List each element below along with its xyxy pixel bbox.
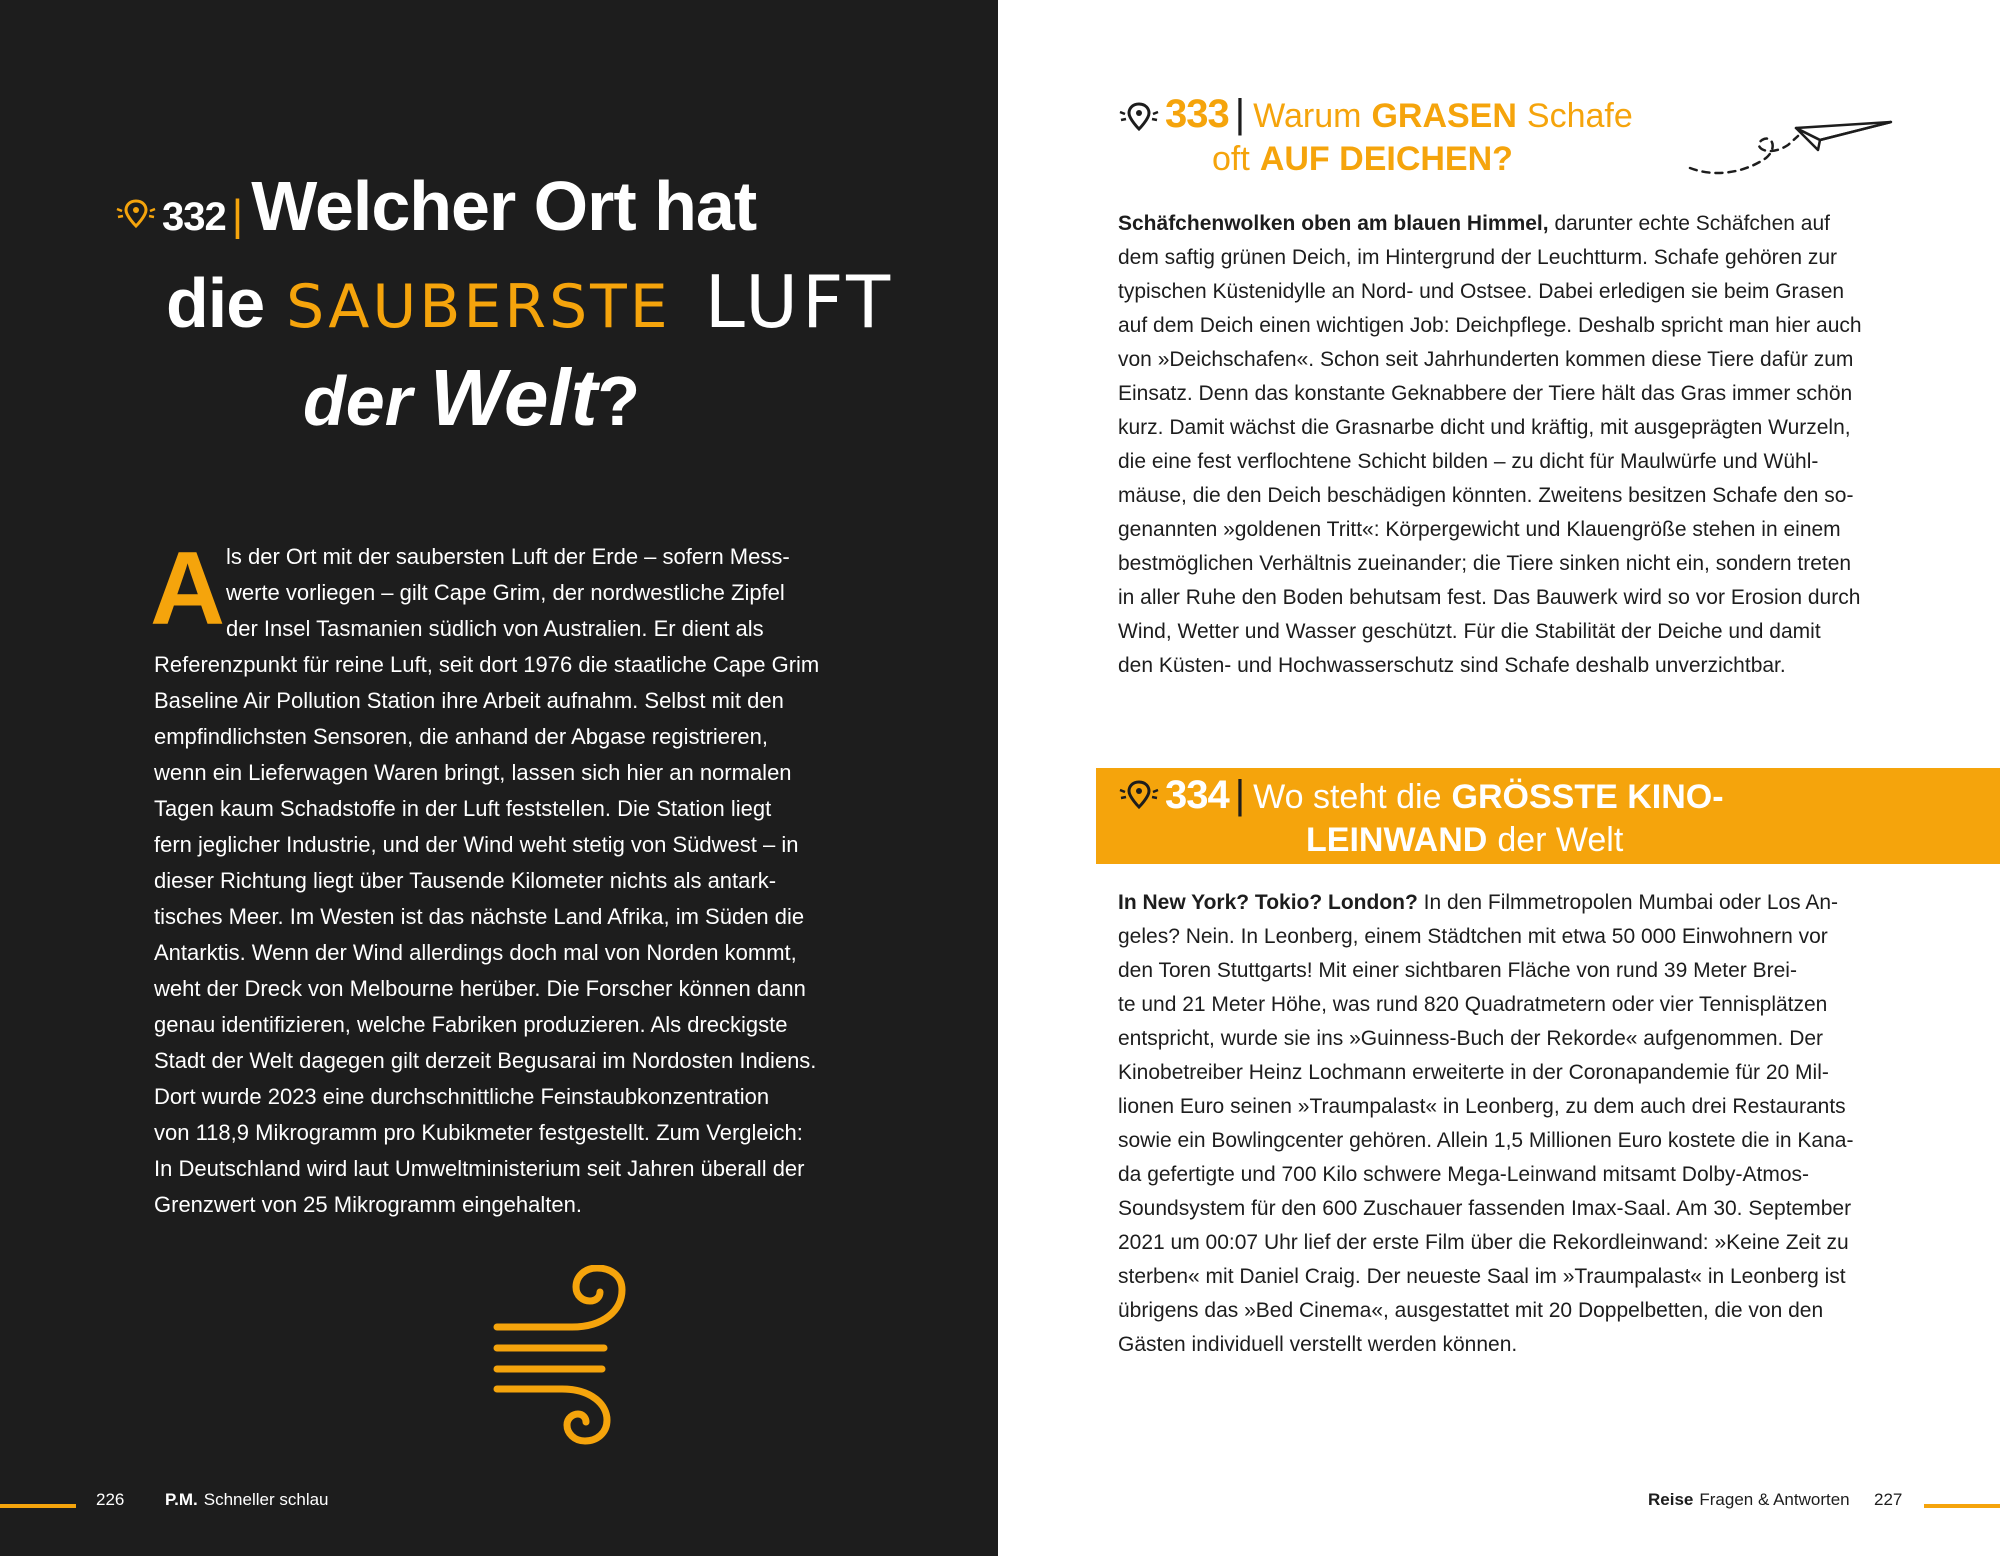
text-line: dem saftig grünen Deich, im Hintergrund der Leuchtturm. Schafe gehören zur: [1118, 246, 1838, 269]
text-line: kurz. Damit wächst die Grasnarbe dicht und kräftig, mit ausgeprägten Wurzeln,: [1118, 416, 1851, 439]
question-title-word: die: [166, 264, 265, 342]
text-line: genau identifizieren, welche Fabriken produzieren. Als dreckigste: [154, 1012, 788, 1037]
question-title-highlight: LUFT: [704, 260, 895, 344]
q333-heading-line2: [1212, 140, 1513, 179]
text-line: in aller Ruhe den Boden behutsam fest. Das Bauwerk wird so vor Erosion durch: [1118, 586, 1861, 609]
left-page: [0, 0, 998, 1556]
text-line: die eine fest verflochtene Schicht bilden – zu dicht für Maulwürfe und Wühl-: [1118, 450, 1819, 473]
text-line: lionen Euro seinen »Traumpalast« in Leonberg, zu dem auch drei Restaurants: [1118, 1095, 1846, 1118]
text-line: von 118,9 Mikrogramm pro Kubikmeter festgestellt. Zum Vergleich:: [154, 1120, 803, 1145]
text-line: sterben« mit Daniel Craig. Der neueste Saal im »Traumpalast« in Leonberg ist: [1118, 1265, 1846, 1288]
wind-icon: [492, 1265, 652, 1450]
text-line: te und 21 Meter Höhe, was rund 820 Quadratmetern oder vier Tennisplätzen: [1118, 993, 1828, 1016]
text-line: Stadt der Welt dagegen gilt derzeit Begusarai im Nordosten Indiens.: [154, 1048, 817, 1073]
page-number: 227: [1874, 1490, 1903, 1509]
text-line: Einsatz. Denn das konstante Geknabbere der Tiere hält das Gras immer schön: [1118, 382, 1853, 405]
text-line: Soundsystem für den 600 Zuschauer fassenden Imax-Saal. Am 30. September: [1118, 1197, 1852, 1220]
text-line: Gästen individuell verstellt werden können.: [1118, 1333, 1518, 1356]
book-title: Schneller schlau: [203, 1490, 329, 1509]
q334-answer-text: [1118, 886, 1903, 1362]
text-line: auf dem Deich einen wichtigen Job: Deichpflege. Deshalb spricht man hier auch: [1118, 314, 1862, 337]
question-title-highlight: AUF DEICHEN?: [1259, 140, 1513, 178]
text-line: tisches Meer. Im Westen ist das nächste Land Afrika, im Süden die: [154, 904, 805, 929]
question-title-word: Wo steht die: [1253, 778, 1442, 816]
text-line: entspricht, wurde sie ins »Guinness-Buch der Rekorde« aufgenommen. Der: [1118, 1027, 1824, 1050]
heading-separator: |: [1234, 773, 1246, 817]
text-line: der Insel Tasmanien südlich von Australien. Er dient als: [226, 616, 764, 641]
text-line: geles? Nein. In Leonberg, einem Städtchen mit etwa 50 000 Einwohnern vor: [1118, 925, 1828, 948]
heading-separator: |: [1234, 92, 1246, 136]
q332-answer-text: [154, 539, 844, 1223]
lead-in: Schäfchenwolken oben am blauen Himmel,: [1118, 212, 1549, 235]
drop-cap: A: [150, 531, 226, 647]
q332-heading-line3: [303, 352, 640, 444]
text-line: dieser Richtung liegt über Tausende Kilometer nichts als antark-: [154, 868, 777, 893]
text-line: Antarktis. Wenn der Wind allerdings doch mal von Norden kommt,: [154, 940, 797, 965]
text-fragment: In den Filmmetropolen Mumbai oder Los An-: [1417, 891, 1839, 914]
q333-heading-line1: [1165, 92, 1633, 137]
page-number: 226: [96, 1490, 125, 1509]
q332-heading-line1: [162, 166, 756, 246]
text-line: ls der Ort mit der saubersten Luft der Erde – sofern Mess-: [226, 544, 790, 569]
q334-heading-line2: [1306, 821, 1623, 860]
section-name: Reise: [1648, 1490, 1694, 1509]
text-line: sowie ein Bowlingcenter gehören. Allein 1,5 Millionen Euro kostete die in Kana-: [1118, 1129, 1854, 1152]
text-line: Dort wurde 2023 eine durchschnittliche Feinstaubkonzentration: [154, 1084, 770, 1109]
question-number: 332: [162, 195, 226, 239]
text-line: empfindlichsten Sensoren, die anhand der Abgase registrieren,: [154, 724, 768, 749]
text-line: Referenzpunkt für reine Luft, seit dort 1976 die staatliche Cape Grim: [154, 652, 820, 677]
text-line: den Toren Stuttgarts! Mit einer sichtbaren Fläche von rund 39 Meter Brei-: [1118, 959, 1797, 982]
q332-heading-line2: [166, 260, 894, 344]
text-line: [1118, 207, 1903, 241]
question-title-word: der: [303, 362, 412, 440]
q334-heading-line1: [1165, 773, 1724, 818]
map-pin-icon: [1118, 100, 1160, 134]
text-line: weht der Dreck von Melbourne herüber. Die Forscher können dann: [154, 976, 806, 1001]
text-fragment: darunter echte Schäfchen auf: [1548, 212, 1830, 235]
text-line: Baseline Air Pollution Station ihre Arbeit aufnahm. Selbst mit den: [154, 688, 784, 713]
map-pin-icon: [115, 197, 157, 231]
text-line: In Deutschland wird laut Umweltministerium seit Jahren überall der: [154, 1156, 805, 1181]
brand-name: P.M.: [165, 1490, 198, 1509]
question-mark: ?: [597, 362, 641, 440]
text-line: Kinobetreiber Heinz Lochmann erweiterte in der Coronapandemie für 20 Mil-: [1118, 1061, 1829, 1084]
text-line: übrigens das »Bed Cinema«, ausgestattet mit 20 Doppelbetten, die von den: [1118, 1299, 1824, 1322]
text-line: da gefertigte und 700 Kilo schwere Mega-Leinwand mitsamt Dolby-Atmos-: [1118, 1163, 1810, 1186]
footer-book-title: [165, 1490, 329, 1510]
text-line: [1118, 886, 1903, 920]
text-line: wenn ein Lieferwagen Waren bringt, lassen sich hier an normalen: [154, 760, 792, 785]
question-title-word: Warum: [1253, 97, 1362, 135]
text-line: werte vorliegen – gilt Cape Grim, der nordwestliche Zipfel: [226, 580, 785, 605]
question-number: 334: [1165, 773, 1229, 817]
question-title: Welcher Ort hat: [251, 167, 757, 245]
footer-rule: [0, 1504, 76, 1508]
question-title-highlight: LEINWAND: [1306, 821, 1488, 859]
text-line: Grenzwert von 25 Mikrogramm eingehalten.: [154, 1192, 582, 1217]
text-line: mäuse, die den Deich beschädigen könnten. Zweitens besitzen Schafe den so-: [1118, 484, 1854, 507]
footer-section: [1648, 1490, 1850, 1510]
question-title-word: der Welt: [1497, 821, 1624, 859]
lead-in: In New York? Tokio? London?: [1118, 891, 1418, 914]
question-number: 333: [1165, 92, 1229, 136]
question-title-highlight: Welt: [429, 353, 598, 442]
text-line: den Küsten- und Hochwasserschutz sind Schafe deshalb unverzichtbar.: [1118, 654, 1786, 677]
text-line: von »Deichschafen«. Schon seit Jahrhunderten kommen diese Tiere dafür zum: [1118, 348, 1854, 371]
q333-answer-text: [1118, 207, 1903, 683]
question-title-word: oft: [1212, 140, 1250, 178]
question-title-word: Schafe: [1526, 97, 1633, 135]
heading-separator: |: [231, 191, 244, 240]
subsection-name: Fragen & Antworten: [1699, 1490, 1850, 1509]
text-line: 2021 um 00:07 Uhr lief der erste Film über die Rekordleinwand: »Keine Zeit zu: [1118, 1231, 1849, 1254]
question-title-highlight: SAUBERSTE: [286, 272, 671, 342]
text-line: fern jeglicher Industrie, und der Wind weht stetig von Südwest – in: [154, 832, 799, 857]
map-pin-icon: [1118, 778, 1160, 812]
paper-plane-icon: [1686, 100, 1896, 185]
text-line: Wind, Wetter und Wasser geschützt. Für die Stabilität der Deiche und damit: [1118, 620, 1821, 643]
question-title-highlight: GRASEN: [1371, 97, 1517, 135]
text-line: typischen Küstenidylle an Nord- und Ostsee. Dabei erledigen sie beim Grasen: [1118, 280, 1845, 303]
question-title-highlight: GRÖSSTE KINO-: [1451, 778, 1724, 816]
text-line: bestmöglichen Verhältnis zueinander; die Tiere sinken nicht ein, sondern treten: [1118, 552, 1852, 575]
text-line: genannten »goldenen Tritt«: Körpergewicht und Klauengröße stehen in einem: [1118, 518, 1841, 541]
text-line: Tagen kaum Schadstoffe in der Luft feststellen. Die Station liegt: [154, 796, 772, 821]
footer-rule: [1924, 1504, 2000, 1508]
